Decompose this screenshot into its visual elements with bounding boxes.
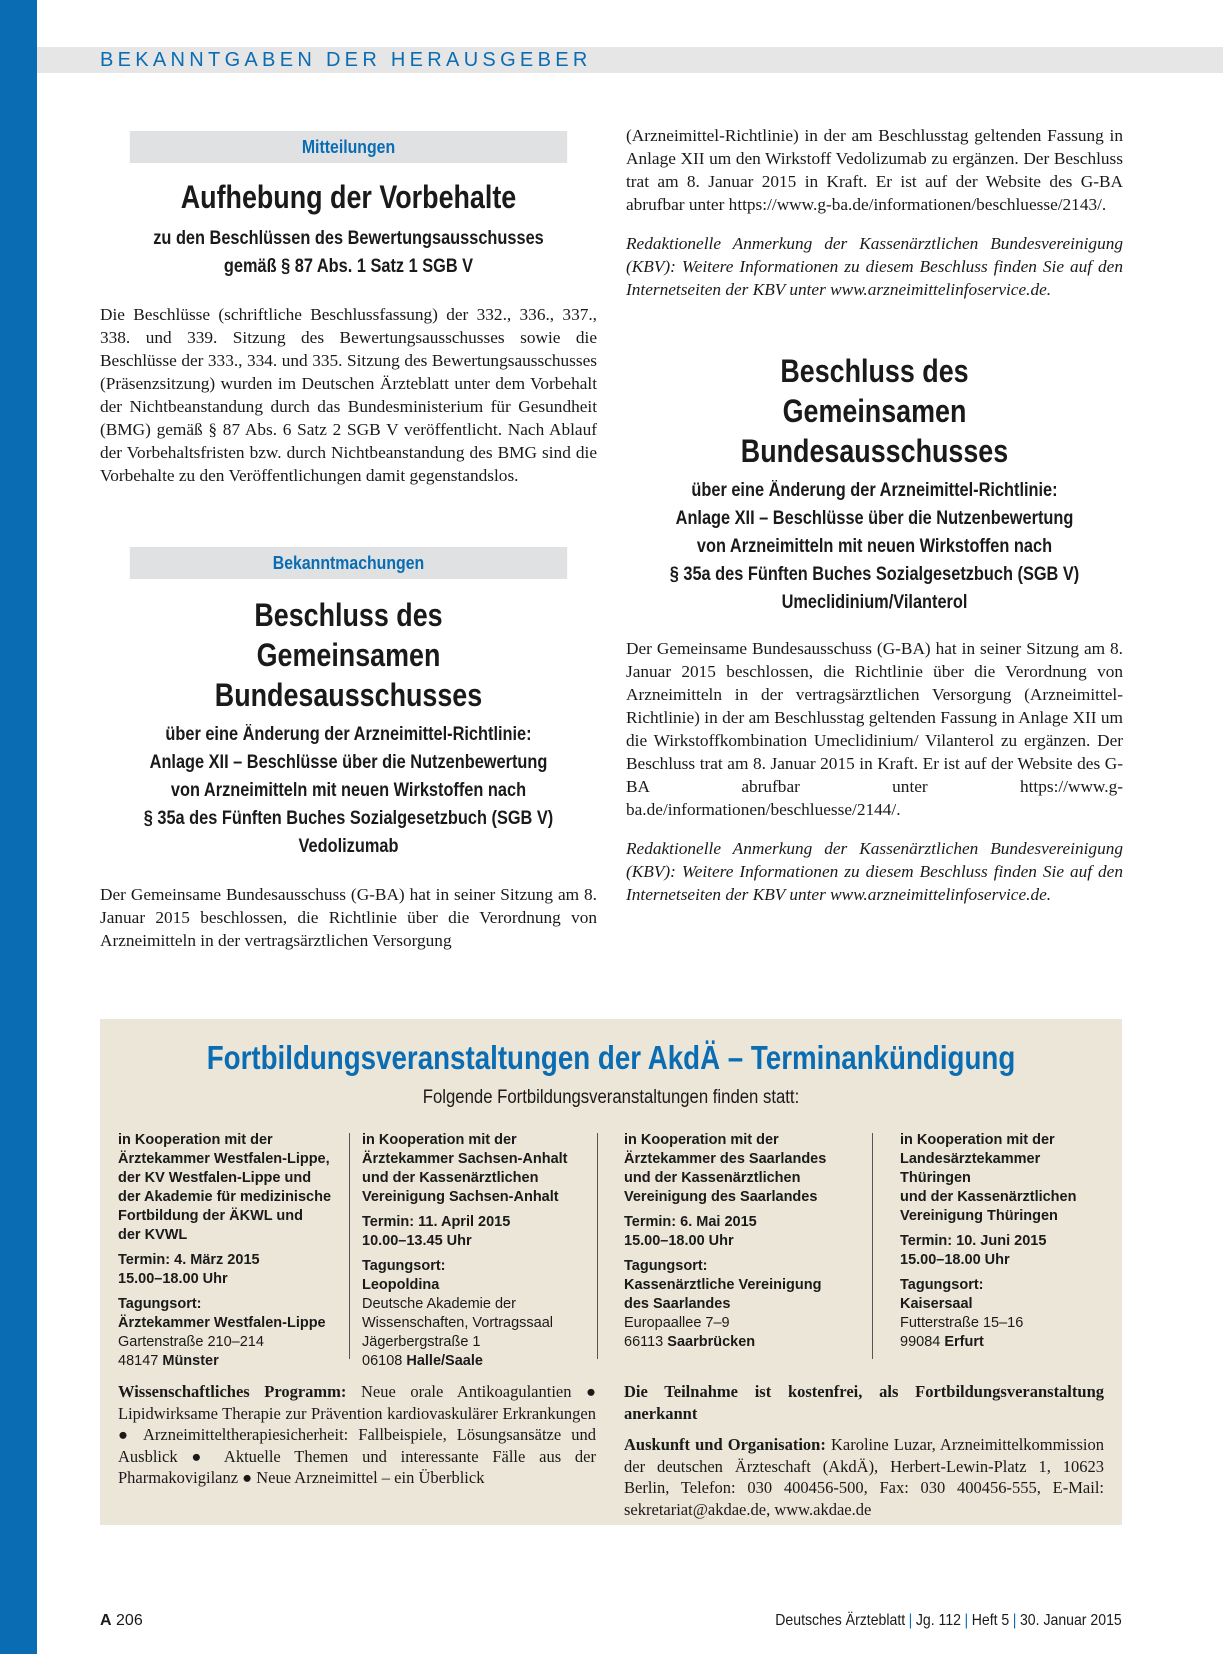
mitteilungen-subtitle-1: zu den Beschlüssen des Bewertungsausschusses [153, 228, 544, 249]
beschluss-subtitle-4: § 35a des Fünften Buches Sozialgesetzbuch (SGB V) [143, 808, 554, 829]
beschluss2-subtitle-1: über eine Änderung der Arzneimittel-Richtlinie: [691, 480, 1058, 501]
column-divider [349, 1133, 350, 1359]
event-street: Gartenstraße 210–214 [118, 1334, 264, 1350]
beschluss-body-left: Der Gemeinsame Bundesausschuss (G-BA) hat in seiner Sitzung am 8. Januar 2015 beschlossen, die Richtlinie über die Verordnung von Arzneimitteln in der vertragsärztlichen Versorgung [100, 885, 597, 950]
event-time: 15.00–18.00 Uhr [118, 1271, 228, 1287]
beschluss-title-line-1: Beschluss des [254, 597, 443, 633]
event-ort-name: Kaisersaal [900, 1296, 973, 1312]
beschluss2-body: Der Gemeinsame Bundesausschuss (G-BA) hat in seiner Sitzung am 8. Januar 2015 beschlossen, die Richtlinie über die Verordnung von Arzneimitteln in der vertragsärztlichen Versorgung (Arzneimittel-Richtlinie) in der am Beschlusstag geltenden Fassung in Anlage XII um die Wirkstoffkombination Umeclidinium/ Vilanterol zu ergänzen. Der Beschluss trat am 8. Januar 2015 in Kraft. Er ist auf der Website des G-BA abrufbar unter https://www.g-ba.de/informationen/beschluesse/2144/. [626, 639, 1123, 819]
beschluss2-title-line-2: Gemeinsamen Bundesausschusses [740, 393, 1009, 469]
beschluss2-subtitle-4: § 35a des Fünften Buches Sozialgesetzbuch (SGB V) [669, 564, 1080, 585]
teilnahme-text: Die Teilnahme ist kostenfrei, als Fortbildungsveranstaltung anerkannt [624, 1382, 1104, 1423]
mitteilungen-title: Aufhebung der Vorbehalte [180, 179, 517, 215]
event-ort-detail: Deutsche Akademie der Wissenschaften, Vortragssaal Jägerbergstraße 1 [362, 1296, 554, 1350]
event-termin: Termin: 10. Juni 2015 [900, 1233, 1047, 1249]
mitteilungen-subtitle-2: gemäß § 87 Abs. 1 Satz 1 SGB V [223, 256, 474, 277]
event-1 [118, 1131, 343, 1371]
left-accent-bar [0, 0, 37, 1654]
box-subtitle: Folgende Fortbildungsveranstaltungen finden statt: [422, 1087, 800, 1108]
beschluss-title-line-2: Gemeinsamen Bundesausschusses [214, 637, 483, 713]
event-coop: in Kooperation mit der Ärztekammer Sachsen-Anhalt und der Kassenärztlichen Vereinigung Sachsen-Anhalt [362, 1132, 568, 1205]
event-ort-name: Leopoldina [362, 1277, 440, 1293]
event-street: Futterstraße 15–16 [900, 1315, 1024, 1331]
event-termin: Termin: 4. März 2015 [118, 1252, 260, 1268]
beschluss2-subtitle-3: von Arzneimitteln mit neuen Wirkstoffen nach [696, 536, 1053, 557]
beschluss2-subtitle-2: Anlage XII – Beschlüsse über die Nutzenbewertung [675, 508, 1074, 529]
mitteilungen-body: Die Beschlüsse (schriftliche Beschlussfassung) der 332., 336., 337., 338. und 339. Sitzung des Bewertungsausschusses sowie die Beschlüsse der 333., 334. und 335. Sitzung des Bewertungsausschusses (Präsenzsitzung) wurden im Deutschen Ärzteblatt unter dem Vorbehalt der Nichtbeanstandung durch das Bundesministerium für Gesundheit (BMG) gemäß § 87 Abs. 6 Satz 2 SGB V veröffentlicht. Nach Ablauf der Vorbehaltsfristen bzw. durch Nichtbeanstandung des BMG sind die Vorbehalte zu den Veröffentlichungen damit gegenstandslos. [100, 305, 597, 485]
auskunft-text: Auskunft und Organisation: Karoline Luzar, Arzneimittelkommission der deutschen Ärzteschaft (AkdÄ), Herbert-Lewin-Platz 1, 10623 Berlin, Telefon: 030 400456-500, Fax: 030 400456-555, E-Mail: sekretariat@akdae.de, www.akdae.de [624, 1435, 1104, 1519]
event-termin: Termin: 6. Mai 2015 [624, 1214, 757, 1230]
box-title: Fortbildungsveranstaltungen der AkdÄ – Terminankündigung [206, 1039, 1016, 1076]
event-city-line: 66113 Saarbrücken [624, 1334, 756, 1350]
event-city-line: 48147 Münster [118, 1353, 219, 1369]
editorial-note-2: Redaktionelle Anmerkung der Kassenärztlichen Bundesvereinigung (KBV): Weitere Informationen zu diesem Beschluss finden Sie auf den Internetseiten der KBV unter www.arzneimittelinfoservice.de. [626, 839, 1123, 904]
beschluss-subtitle-3: von Arzneimitteln mit neuen Wirkstoffen nach [170, 780, 527, 801]
event-ort-name: Ärztekammer Westfalen-Lippe [118, 1315, 326, 1331]
event-ort-name: Kassenärztliche Vereinigung des Saarlandes [624, 1277, 822, 1312]
left-column [100, 131, 597, 952]
event-ort-label: Tagungsort: [624, 1258, 708, 1274]
right-column [626, 124, 1123, 906]
bekanntmachungen-label: Bekanntmachungen [130, 547, 567, 579]
column-divider [872, 1133, 873, 1359]
beschluss-subtitle-2: Anlage XII – Beschlüsse über die Nutzenbewertung [149, 752, 548, 773]
beschluss2-title-line-1: Beschluss des [780, 353, 969, 389]
programm-paragraph: Wissenschaftliches Programm: Neue orale Antikoagulantien ● Lipidwirksame Therapie zur Prävention kardiovaskulärer Erkrankungen ● Arzneimitteltherapiesicherheit: Fallbeispiele, Lösungsansätze und Ausblick ● Aktuelle Themen und interessante Fälle aus der Pharmakovigilanz ● Neue Arzneimittel – ein Überblick [118, 1382, 597, 1487]
event-city-line: 99084 Erfurt [900, 1334, 984, 1350]
event-street: Europaallee 7–9 [624, 1315, 730, 1331]
event-coop: in Kooperation mit der Landesärztekammer Thüringen und der Kassenärztlichen Vereinigung Thüringen [900, 1132, 1077, 1224]
column-divider [597, 1133, 598, 1359]
event-2 [362, 1131, 587, 1371]
beschluss-subtitle-1: über eine Änderung der Arzneimittel-Richtlinie: [165, 724, 532, 745]
page-number: A 206 [100, 1612, 143, 1629]
footer-citation: Deutsches Ärzteblatt | Jg. 112 | Heft 5 | 30. Januar 2015 [775, 1612, 1122, 1629]
beschluss-subtitle-5: Vedolizumab [298, 836, 399, 857]
editorial-note-1: Redaktionelle Anmerkung der Kassenärztlichen Bundesvereinigung (KBV): Weitere Informationen zu diesem Beschluss finden Sie auf den Internetseiten der KBV unter www.arzneimittelinfoservice.de. [626, 234, 1123, 299]
event-coop: in Kooperation mit der Ärztekammer des Saarlandes und der Kassenärztlichen Vereinigung des Saarlandes [624, 1132, 827, 1205]
mitteilungen-label: Mitteilungen [130, 131, 567, 163]
fortbildung-box [100, 1019, 1122, 1525]
event-time: 15.00–18.00 Uhr [900, 1252, 1010, 1268]
event-ort-label: Tagungsort: [900, 1277, 984, 1293]
event-ort-label: Tagungsort: [118, 1296, 202, 1312]
event-3 [624, 1131, 864, 1352]
event-city-line: 06108 Halle/Saale [362, 1353, 483, 1369]
event-4 [900, 1131, 1115, 1352]
event-coop: in Kooperation mit der Ärztekammer Westfalen-Lippe, der KV Westfalen-Lippe und der Akademie für medizinische Fortbildung der ÄKWL und der KVWL [118, 1132, 332, 1243]
event-time: 10.00–13.45 Uhr [362, 1233, 472, 1249]
event-termin: Termin: 11. April 2015 [362, 1214, 511, 1230]
event-ort-label: Tagungsort: [362, 1258, 446, 1274]
beschluss2-subtitle-5: Umeclidinium/Vilanterol [781, 592, 968, 613]
event-time: 15.00–18.00 Uhr [624, 1233, 734, 1249]
continuation-text: (Arzneimittel-Richtlinie) in der am Beschlusstag geltenden Fassung in Anlage XII um den Wirkstoff Vedolizumab zu ergänzen. Der Beschluss trat am 8. Januar 2015 in Kraft. Er ist auf der Website des G-BA abrufbar unter https://www.g-ba.de/informationen/beschluesse/2143/. [626, 126, 1123, 214]
info-paragraphs [624, 1381, 1104, 1520]
section-header: BEKANNTGABEN DER HERAUSGEBER [100, 49, 592, 71]
